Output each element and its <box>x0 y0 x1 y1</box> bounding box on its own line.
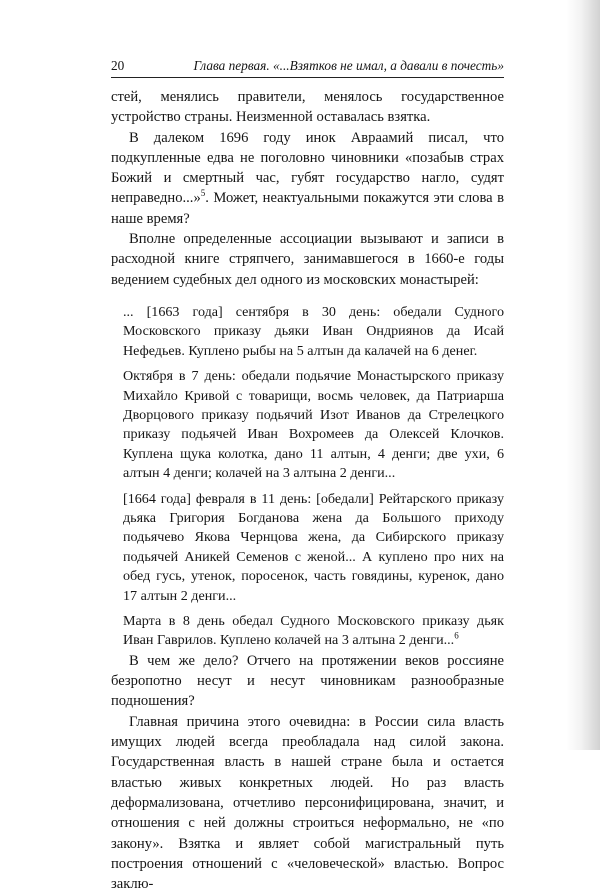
quote-entry: Октября в 7 день: обедали подьячие Монастырского приказу Михайло Кривой с товарищи, восмь человек, да Патриарша Дворцового приказу подьячий Изот Иванов да Стрелецкого приказу подьячей Иван Вохромеев да Олексей Клочков. Куплена щука колотка, дано 11 алтын, 4 денги; две ухи, 6 алтын 4 денги; колачей на 3 алтына 2 денги... <box>123 368 504 482</box>
paragraph-continuation: стей, менялись правители, менялось государственное устройство страны. Неизменной оставалась взятка. <box>111 89 504 126</box>
page-spine-shadow <box>566 0 600 750</box>
footnote-ref-5[interactable]: 5 <box>200 188 206 199</box>
paragraph-main-reason: Главная причина этого очевидна: в России сила власть имущих людей всегда преобладала над силой закона. Государственная власть в нашей стране была и остается властью живых конкретных людей. Но раз власть деформализована, отчетливо персонифицирована, значит, и отношения с ней должны строиться неформально, не «по закону». Взятка и являет собой магистральный путь построения отношений с «человеческой» властью. Вопрос заклю- <box>111 713 504 893</box>
quote-entry: [1664 года] февраля в 11 день: [обедали] Рейтарского приказу дьяка Григория Богданова жена да Большого приходу подьячево Якова Чернцова жена, да Сибирского приказу подьячей Аникей Семенов с женой... А куплено про них на обед гусь, утенок, поросенок, часть говядины, куренок, дано 17 алтын 2 денги... <box>123 490 504 604</box>
page-number: 20 <box>111 58 125 73</box>
quote-entry-last <box>123 612 504 651</box>
footnote-ref-6[interactable]: 6 <box>454 630 459 641</box>
body-text <box>111 87 504 894</box>
paragraph-avraamiy <box>111 128 504 229</box>
quotation-block <box>123 303 504 651</box>
quote-entry: ... [1663 года] сентября в 30 день: обедали Судного Московского приказу дьяки Иван Ондриянов да Исай Нефедьев. Куплено рыбы на 5 алтын да калачей на 6 денег. <box>123 303 504 359</box>
header-rule <box>111 77 504 78</box>
running-head <box>111 58 504 78</box>
paragraph-avraamiy-tail: . Может, неактуальными покажутся эти слова в наше время? <box>111 190 504 227</box>
paragraph-associations: Вполне определенные ассоциации вызывают и записи в расходной книге стряпчего, занимавшегося в 1660-е годы ведением судебных дел одного из московских монастырей: <box>111 231 504 288</box>
chapter-title: Глава первая. «...Взятков не имал, а давали в почесть» <box>193 58 504 73</box>
quote-entry-last-text: Марта в 8 день обедал Судного Московского приказу дьяк Иван Гаврилов. Куплено колачей на 3 алтына 2 денги... <box>123 613 504 649</box>
paragraph-question: В чем же дело? Отчего на протяжении веков россияне безропотно несут и несут чиновникам разнообразные подношения? <box>111 652 504 710</box>
paragraph-avraamiy-text: В далеком 1696 году инок Авраамий писал, что подкупленные едва не поголовно чиновники «позабыв страх Божий и смертный час, губят государство нагло, судят неправедно...» <box>111 129 504 207</box>
